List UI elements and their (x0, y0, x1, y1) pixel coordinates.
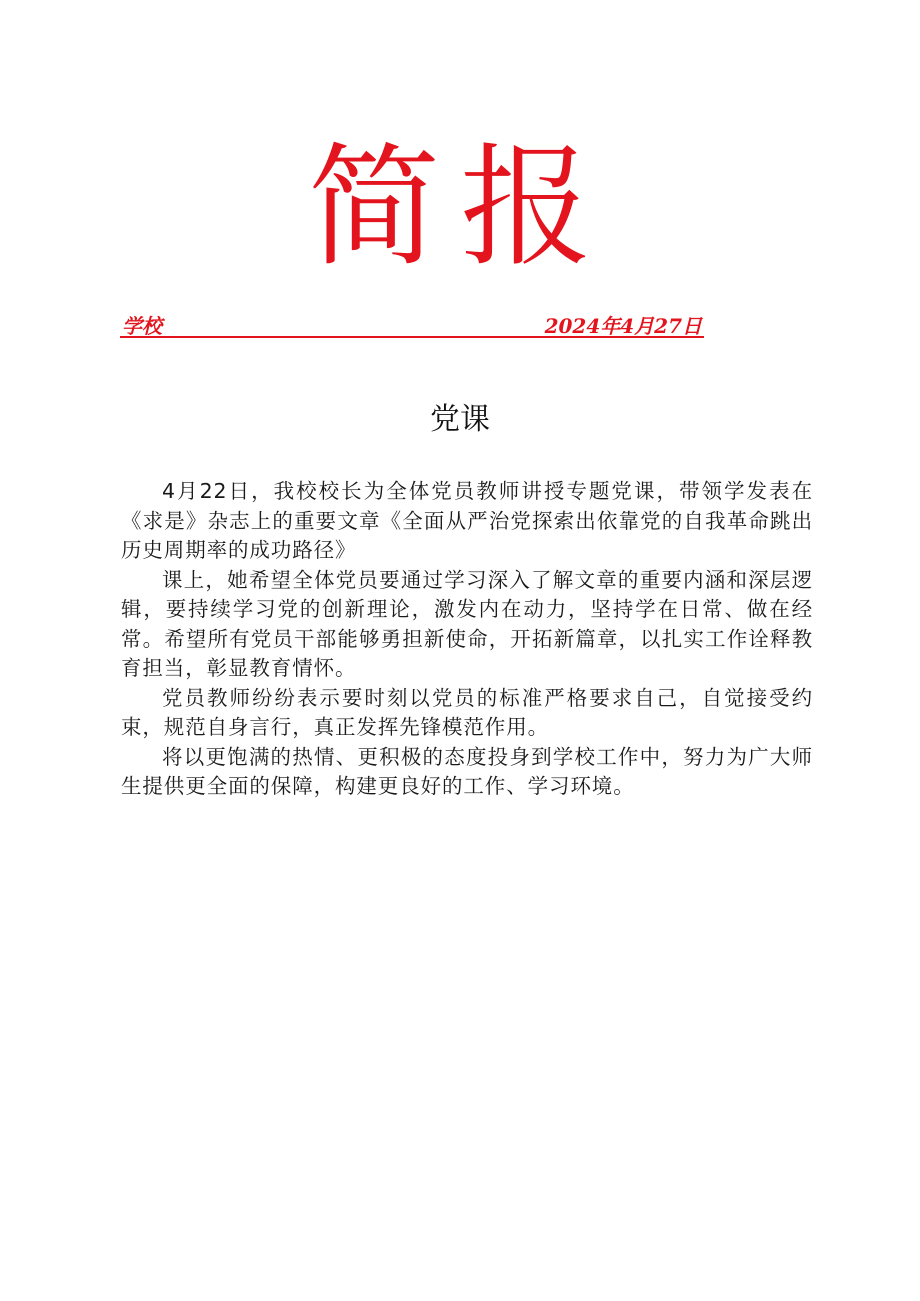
article-body (121, 477, 813, 802)
school-name: 学校 (122, 314, 162, 338)
issue-date: 2024年4月27日 (544, 314, 702, 338)
paragraph: 课上，她希望全体党员要通过学习深入了解文章的重要内涵和深层逻辑，要持续学习党的创新理论，激发内在动力，坚持学在日常、做在经常。希望所有党员干部能够勇担新使命，开拓新篇章，以扎实工作诠释教育担当，彰显教育情怀。 (121, 567, 813, 680)
paragraph: 党员教师纷纷表示要时刻以党员的标准严格要求自己，自觉接受约束，规范自身言行，真正发挥先锋模范作用。 (121, 685, 813, 739)
article-title: 党课 (430, 402, 490, 437)
paragraph: 4月22日，我校校长为全体党员教师讲授专题党课，带领学发表在《求是》杂志上的重要文章《全面从严治党探索出依靠党的自我革命跳出历史周期率的成功路径》 (121, 479, 813, 562)
meta-line (120, 306, 704, 338)
masthead-title: 简报 (308, 131, 612, 285)
paragraph: 将以更饱满的热情、更积极的态度投身到学校工作中，努力为广大师生提供更全面的保障，构建更良好的工作、学习环境。 (121, 744, 813, 798)
